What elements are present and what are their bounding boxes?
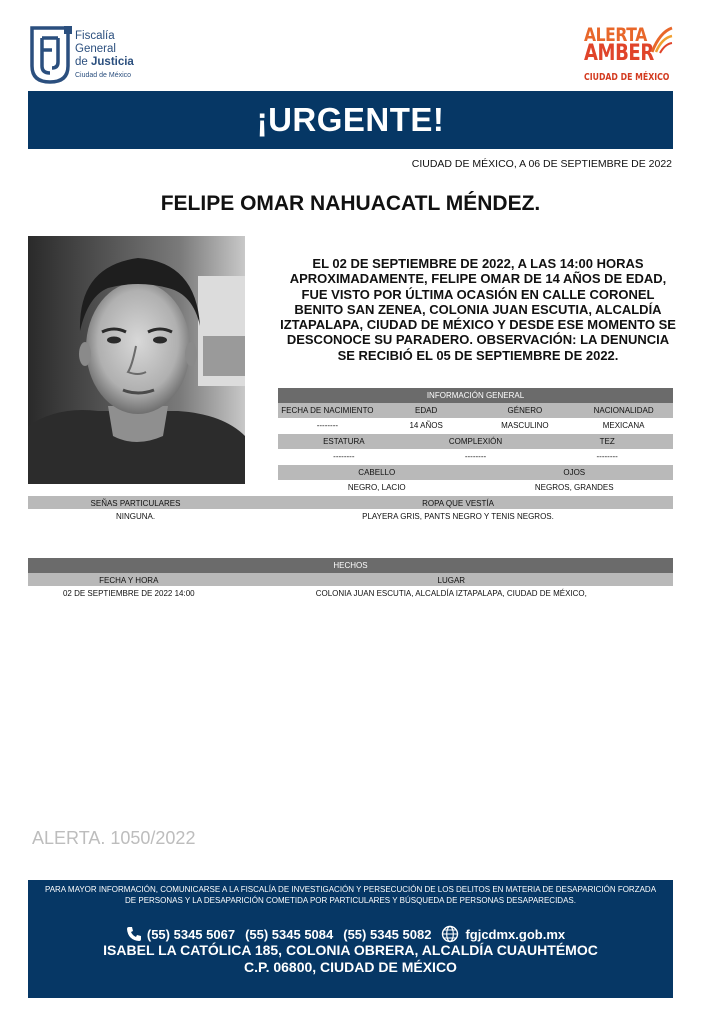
header-birth-date: FECHA DE NACIMIENTO (281, 406, 374, 415)
phone-icon (126, 926, 142, 942)
website-group (441, 925, 570, 943)
website-link[interactable]: fgjcdmx.gob.mx (465, 926, 566, 942)
alerta-amber-logo (580, 24, 676, 86)
value-height: -------- (333, 452, 355, 461)
contact-footer (28, 880, 673, 998)
person-photo (28, 236, 245, 484)
urgent-banner: ¡URGENTE! (28, 91, 673, 149)
info-general-title (278, 388, 673, 403)
value-clothing: PLAYERA GRIS, PANTS NEGRO Y TENIS NEGROS. (362, 512, 554, 521)
info-row2-headers (278, 434, 673, 449)
phone-3[interactable]: (55) 5345 5082 (343, 926, 432, 942)
globe-icon (441, 925, 459, 943)
header-place: LUGAR (437, 576, 466, 585)
address (28, 942, 673, 976)
header-height: ESTATURA (323, 437, 365, 446)
header-gender: GÉNERO (507, 406, 543, 415)
incident-description: EL 02 DE SEPTIEMBRE DE 2022, A LAS 14:00 HORAS APROXIMADAMENTE, FELIPE OMAR DE 14 AÑOS DE EDAD, FUE VISTO POR ÚLTIMA OCASIÓN EN CALLE CORONEL BENITO SAN ZENEA, COLONIA JUAN ESCUTIA, ALCALDÍA IZTAPALAPA, CIUDAD DE MÉXICO Y DESDE ESE MOMENTO SE DESCONOCE SU PARADERO. OBSERVACIÓN: LA DENUNCIA SE RECIBIÓ EL 05 DE SEPTIEMBRE DE 2022. (280, 256, 676, 363)
value-hair: NEGRO, LACIO (347, 483, 406, 492)
value-nationality: MEXICANA (602, 421, 645, 430)
info-row2-values (278, 449, 673, 464)
value-birth-date: -------- (316, 421, 339, 430)
fgj-emblem-icon (28, 26, 72, 84)
fgj-logo-text (75, 30, 134, 81)
value-complexion: -------- (596, 452, 618, 461)
header-nationality: NACIONALIDAD (593, 406, 654, 415)
hechos-title (28, 558, 673, 573)
address-line-1: ISABEL LA CATÓLICA 185, COLONIA OBRERA, ALCALDÍA CUAUHTÉMOC (103, 942, 598, 958)
value-distinguishing-marks: NINGUNA. (115, 512, 156, 521)
value-place: COLONIA JUAN ESCUTIA, ALCALDÍA IZTAPALAPA, CIUDAD DE MÉXICO, (315, 589, 587, 598)
value-date-time: 02 DE SEPTIEMBRE DE 2022 14:00 (62, 589, 195, 598)
phone-1[interactable]: (55) 5345 5067 (146, 926, 236, 942)
logo-line-1: Fiscalía (75, 30, 115, 42)
info-row3-values (278, 480, 673, 495)
info-row4-values (28, 509, 673, 524)
footer-info: PARA MAYOR INFORMACIÓN, COMUNICARSE A LA FISCALÍA DE INVESTIGACIÓN Y PERSECUCIÓN DE LOS DELITOS EN MATERIA DE DESAPARICIÓN FORZADA DE PERSONAS Y LA DESAPARICIÓN COMETIDA POR PARTICULARES Y BÚSQUEDA DE PERSONAS DESAPARECIDAS. (44, 885, 657, 905)
header-distinguishing-marks: SEÑAS PARTICULARES (90, 499, 181, 508)
hechos-title-text: HECHOS (333, 561, 368, 570)
phone-2[interactable]: (55) 5345 5084 (245, 926, 334, 942)
header-clothing: ROPA QUE VESTÍA (422, 499, 494, 508)
value-gender: MASCULINO (501, 421, 549, 430)
issue-date: CIUDAD DE MÉXICO, A 06 DE SEPTIEMBRE DE 2022 (411, 158, 672, 170)
person-name: FELIPE OMAR NAHUACATL MÉNDEZ. (160, 192, 541, 215)
hechos-values (28, 586, 673, 601)
header-date-time: FECHA Y HORA (99, 576, 159, 585)
logo-line-2: General (75, 43, 116, 55)
header-eyes: OJOS (563, 468, 586, 477)
amber-line-2: AMBER (584, 41, 654, 66)
header-build: COMPLEXIÓN (448, 437, 503, 446)
value-age: 14 AÑOS (409, 421, 443, 430)
info-row3-headers (278, 465, 673, 480)
header-hair: CABELLO (358, 468, 396, 477)
header-complexion: TEZ (599, 437, 615, 446)
header-age: EDAD (415, 406, 438, 415)
alert-number: ALERTA. 1050/2022 (32, 828, 196, 848)
address-line-2: C.P. 06800, CIUDAD DE MÉXICO (244, 959, 457, 975)
logo-line-4: Ciudad de México (75, 72, 132, 79)
phone-row (28, 925, 673, 943)
value-eyes: NEGROS, GRANDES (534, 483, 614, 492)
logo-line-3-pre: de (75, 56, 88, 68)
amber-line-1: ALERTA (584, 24, 647, 46)
amber-line-3: CIUDAD DE MÉXICO (584, 72, 670, 83)
info-row1-headers (278, 403, 673, 418)
value-build: -------- (464, 452, 487, 461)
info-row1-values (278, 418, 673, 433)
logo-line-3-bold: Justicia (91, 56, 134, 68)
amber-swirl-icon (650, 26, 674, 54)
info-title-text: INFORMACIÓN GENERAL (426, 391, 525, 400)
fgj-logo (28, 26, 148, 86)
